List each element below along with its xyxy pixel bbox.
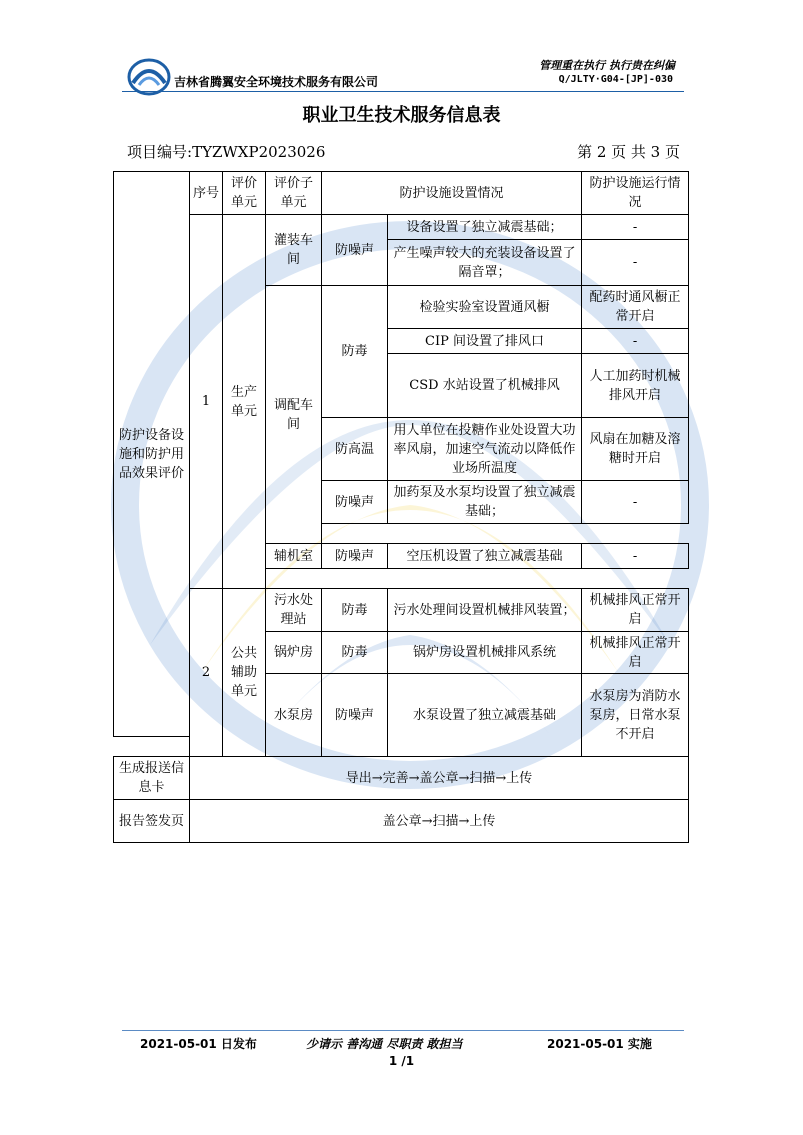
protection-type-cell: 防毒 — [322, 286, 388, 418]
subunit-cell: 调配车间 — [266, 286, 322, 544]
status-cell: 机械排风正常开启 — [582, 589, 689, 632]
report-sign-label: 报告签发页 — [114, 800, 190, 843]
status-cell: - — [582, 329, 689, 354]
measure-cell: 设备设置了独立减震基础； — [388, 215, 582, 240]
subunit-cell: 污水处理站 — [266, 589, 322, 632]
seq-cell: 2 — [190, 589, 223, 757]
unit-cell: 生产单元 — [223, 215, 266, 589]
protection-type-cell: 防噪声 — [322, 674, 388, 757]
table-row — [114, 757, 689, 800]
project-number-label: 项目编号: — [127, 143, 193, 161]
document-code: Q/JLTY·G04-[JP]-030 — [558, 74, 673, 85]
measure-cell: 锅炉房设置机械排风系统 — [388, 632, 582, 674]
protection-type-cell: 防高温 — [322, 418, 388, 481]
footer-page-number: 1 /1 — [388, 1054, 415, 1068]
header-subunit: 评价子单元 — [266, 172, 322, 215]
measure-cell: 产生噪声较大的充装设备设置了隔音罩； — [388, 240, 582, 286]
measure-cell: CIP 间设置了排风口 — [388, 329, 582, 354]
status-cell: - — [582, 544, 689, 569]
status-cell: 人工加药时机械排风开启 — [582, 354, 689, 418]
subunit-cell: 水泵房 — [266, 674, 322, 757]
measure-cell: 水泵设置了独立减震基础 — [388, 674, 582, 757]
report-card-value: 导出→完善→盖公章→扫描→上传 — [190, 757, 689, 800]
company-name: 吉林省腾翼安全环境技术服务有限公司 — [174, 75, 379, 89]
footer-divider — [122, 1030, 684, 1031]
subunit-cell: 辅机室 — [266, 544, 322, 569]
page-count: 第 2 页 共 3 页 — [577, 143, 680, 161]
protection-type-cell: 防噪声 — [322, 481, 388, 524]
footer-motto: 少请示 善沟通 尽职责 敢担当 — [306, 1037, 463, 1051]
measure-cell: 污水处理间设置机械排风装置； — [388, 589, 582, 632]
report-card-label: 生成报送信息卡 — [114, 757, 190, 800]
effective-date: 2021-05-01 实施 — [547, 1037, 652, 1051]
project-number-value: TYZWXP2023026 — [192, 143, 326, 161]
measure-cell: CSD 水站设置了机械排风 — [388, 354, 582, 418]
section-label-cell: 防护设备设施和防护用品效果评价 — [114, 172, 190, 737]
protection-type-cell: 防噪声 — [322, 215, 388, 286]
table-row — [114, 215, 689, 240]
protection-type-cell: 防毒 — [322, 589, 388, 632]
status-cell: - — [582, 481, 689, 524]
subunit-cell: 灌装车间 — [266, 215, 322, 286]
status-cell: 配药时通风橱正常开启 — [582, 286, 689, 329]
status-cell: 机械排风正常开启 — [582, 632, 689, 674]
measure-cell: 用人单位在投糖作业处设置大功率风扇，加速空气流动以降低作业场所温度 — [388, 418, 582, 481]
status-cell: - — [582, 240, 689, 286]
project-number — [127, 141, 325, 162]
table-row — [114, 800, 689, 843]
measure-cell: 检验实验室设置通风橱 — [388, 286, 582, 329]
header-slogan: 管理重在执行 执行贵在纠偏 — [539, 59, 675, 72]
status-cell: - — [582, 215, 689, 240]
header-status: 防护设施运行情况 — [582, 172, 689, 215]
table-row — [114, 589, 689, 632]
report-sign-value: 盖公章→扫描→上传 — [190, 800, 689, 843]
header-measure: 防护设施设置情况 — [322, 172, 582, 215]
measure-cell: 加药泵及水泵均设置了独立减震基础； — [388, 481, 582, 524]
header-unit: 评价单元 — [223, 172, 266, 215]
header-seq: 序号 — [190, 172, 223, 215]
seq-cell: 1 — [190, 215, 223, 589]
header-divider — [122, 91, 684, 92]
unit-cell: 公共辅助单元 — [223, 589, 266, 757]
protection-type-cell: 防噪声 — [322, 544, 388, 569]
table-header-row — [114, 172, 689, 215]
issue-date: 2021-05-01 日发布 — [140, 1037, 257, 1051]
page-title: 职业卫生技术服务信息表 — [302, 105, 501, 126]
info-table — [113, 171, 689, 843]
subunit-cell: 锅炉房 — [266, 632, 322, 674]
status-cell: 风扇在加糖及溶糖时开启 — [582, 418, 689, 481]
status-cell: 水泵房为消防水泵房，日常水泵不开启 — [582, 674, 689, 757]
measure-cell: 空压机设置了独立减震基础 — [388, 544, 582, 569]
protection-type-cell: 防毒 — [322, 632, 388, 674]
